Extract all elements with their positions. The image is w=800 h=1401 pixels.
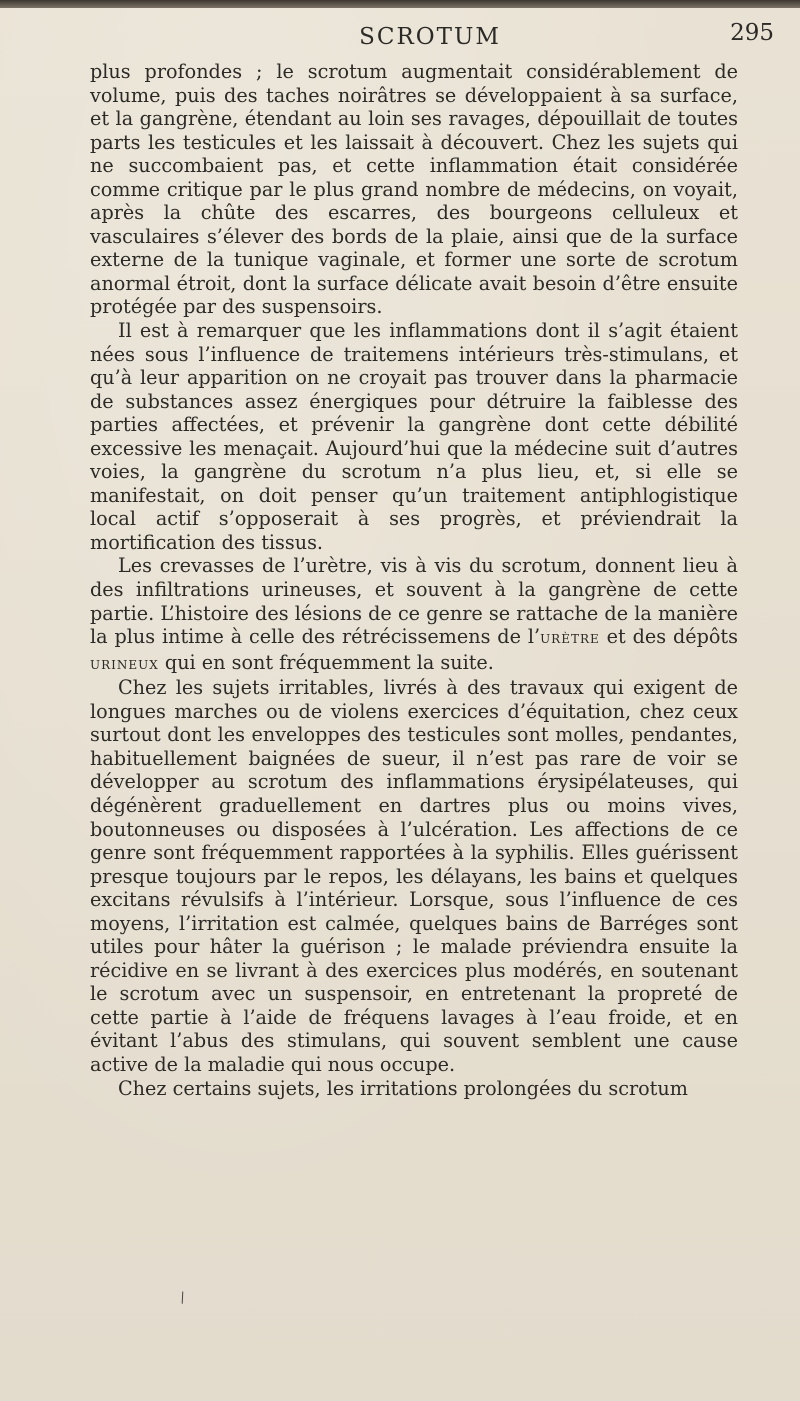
paragraph-2: Il est à remarquer que les inflammations dont il s’agit étaient nées sous l’influence de traitemens intérieurs très-stimulans, et qu’à leur apparition on ne croyait pas trouver dans la pharmacie de substances assez énergiques pour détruire la faiblesse des parties affectées, et prévenir la gangrène dont cette débilité excessive les menaçait. Aujourd’hui que la médecine suit d’autres voies, la gangrène du scrotum n’a plus lieu, et, si elle se manifestait, on doit penser qu’un traitement antiphlogistique local actif s’opposerait à ses progrès, et préviendrait la mortification des tissus.	[90, 319, 738, 554]
running-title: SCROTUM	[359, 24, 501, 50]
cross-reference-uretre: urètre	[540, 628, 600, 649]
paragraph-3	[90, 554, 738, 676]
page-header	[88, 20, 772, 60]
paragraph-3-part-2: et des dépôts	[599, 625, 738, 649]
paragraph-3-part-1: Les crevasses de l’urètre, vis à vis du scrotum, donnent lieu à des infiltrations urineuses, et souvent à la gangrène de cette partie. L’histoire des lésions de ce genre se rattache de la manière la plus intime à celle des rétrécissemens de l’	[90, 554, 738, 649]
stray-ink-mark: \	[177, 1289, 188, 1307]
paragraph-3-part-3: qui en sont fréquemment la suite.	[158, 650, 494, 674]
page-edge-shadow	[0, 0, 800, 8]
paragraph-4: Chez les sujets irritables, livrés à des travaux qui exigent de longues marches ou de violens exercices d’équitation, chez ceux surtout dont les enveloppes des testicules sont molles, pendantes, habituellement baignées de sueur, il n’est pas rare de voir se développer au scrotum des inflammations érysipélateuses, qui dégénèrent graduellement en dartres plus ou moins vives, boutonneuses ou disposées à l’ulcération. Les affections de ce genre sont fréquemment rapportées à la syphilis. Elles guérissent presque toujours par le repos, les délayans, les bains et quelques excitans révulsifs à l’intérieur. Lorsque, sous l’influence de ces moyens, l’irritation est calmée, quelques bains de Barréges sont utiles pour hâter la guérison ; le malade préviendra ensuite la récidive en se livrant à des exercices plus modérés, en soutenant le scrotum avec un suspensoir, en entretenant la propreté de cette partie à l’aide de fréquens lavages à l’eau froide, et en évitant l’abus des stimulans, qui souvent semblent une cause active de la maladie qui nous occupe.	[90, 676, 738, 1076]
paragraph-1: plus profondes ; le scrotum augmentait considérablement de volume, puis des taches noirâtres se développaient à sa surface, et la gangrène, étendant au loin ses ravages, dépouillait de toutes parts les testicules et les laissait à découvert. Chez les sujets qui ne succombaient pas, et cette inflammation était considérée comme critique par le plus grand nombre de médecins, on voyait, après la chûte des escarres, des bourgeons celluleux et vasculaires s’élever des bords de la plaie, ainsi que de la surface externe de la tunique vaginale, et former une sorte de scrotum anormal étroit, dont la surface délicate avait besoin d’être ensuite protégée par des suspensoirs.	[90, 60, 738, 319]
paragraph-5: Chez certains sujets, les irritations prolongées du scrotum	[118, 1076, 688, 1100]
body-text	[90, 60, 738, 1100]
page-number: 295	[730, 20, 774, 46]
cross-reference-urineux: urineux	[90, 653, 159, 674]
